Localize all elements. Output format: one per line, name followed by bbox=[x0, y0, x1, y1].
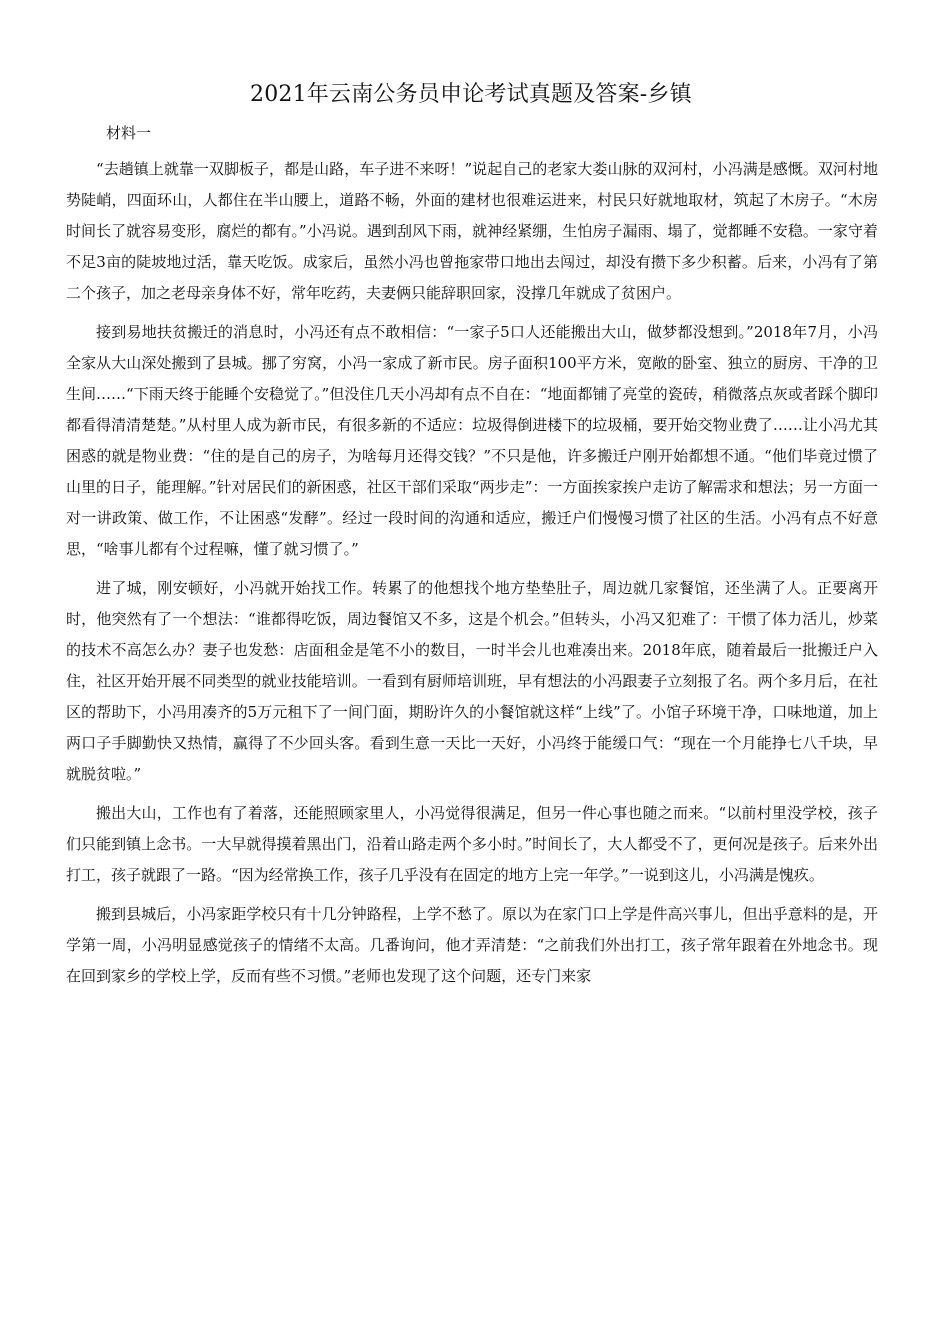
document-title: 2021年云南公务员申论考试真题及答案-乡镇 bbox=[250, 82, 692, 107]
paragraph: 搬出大山，工作也有了着落，还能照顾家里人，小冯觉得很满足，但另一件心事也随之而来。“以前村里没学校，孩子们只能到镇上念书。一大早就得摸着黑出门，沿着山路走两个多小时。”时间长了，大人都受不了，更何况是孩子。后来外出打工，孩子就跟了一路。“因为经常换工作，孩子几乎没有在固定的地方上完一年学。”一说到这儿，小冯满是愧疚。 bbox=[66, 804, 878, 884]
paragraph: 接到易地扶贫搬迁的消息时，小冯还有点不敢相信：“一家子5口人还能搬出大山，做梦都没想到。”2018年7月，小冯全家从大山深处搬到了县城。挪了穷窝，小冯一家成了新市民。房子面积100平方米，宽敞的卧室、独立的厨房、干净的卫生间……“下雨天终于能睡个安稳觉了。”但没住几天小冯却有点不自在：“地面都铺了亮堂的瓷砖，稍微落点灰或者踩个脚印都看得清清楚楚。”从村里人成为新市民，有很多新的不适应：垃圾得倒进楼下的垃圾桶，要开始交物业费了……让小冯尤其困惑的就是物业费：“住的是自己的房子，为啥每月还得交钱？”不只是他，许多搬迁户刚开始都想不通。“他们毕竟过惯了山里的日子，能理解。”针对居民们的新困惑，社区干部们采取“两步走”：一方面挨家挨户走访了解需求和想法；另一方面一对一讲政策、做工作，不让困惑“发酵”。经过一段时间的沟通和适应，搬迁户们慢慢习惯了社区的生活。小冯有点不好意思，“啥事儿都有个过程嘛，懂了就习惯了。” bbox=[66, 323, 878, 558]
section-label: 材料一 bbox=[106, 124, 152, 142]
document-body bbox=[66, 154, 878, 1000]
paragraph: 进了城，刚安顿好，小冯就开始找工作。转累了的他想找个地方垫垫肚子，周边就几家餐馆，还坐满了人。正要离开时，他突然有了一个想法：“谁都得吃饭，周边餐馆又不多，这是个机会。”但转头，小冯又犯难了：干惯了体力活儿，炒菜的技术不高怎么办？妻子也发愁：店面租金是笔不小的数目，一时半会儿也难凑出来。2018年底，随着最后一批搬迁户入住，社区开始开展不同类型的就业技能培训。一看到有厨师培训班，早有想法的小冯跟妻子立刻报了名。两个多月后，在社区的帮助下，小冯用凑齐的5万元租下了一间门面，期盼许久的小餐馆就这样“上线”了。小馆子环境干净，口味地道，加上两口子手脚勤快又热情，赢得了不少回头客。看到生意一天比一天好，小冯终于能缓口气：“现在一个月能挣七八千块，早就脱贫啦。” bbox=[66, 579, 878, 783]
paragraph: “去趟镇上就靠一双脚板子，都是山路，车子进不来呀！”说起自己的老家大娄山脉的双河村，小冯满是感慨。双河村地势陡峭，四面环山，人都住在半山腰上，道路不畅，外面的建材也很难运进来，村民只好就地取材，筑起了木房子。“木房时间长了就容易变形，腐烂的都有。”小冯说。遇到刮风下雨，就神经紧绷，生怕房子漏雨、塌了，觉都睡不安稳。一家守着不足3亩的陡坡地过活，靠天吃饭。成家后，虽然小冯也曾拖家带口地出去闯过，却没有攒下多少积蓄。后来，小冯有了第二个孩子，加之老母亲身体不好，常年吃药，夫妻俩只能辞职回家，没撑几年就成了贫困户。 bbox=[66, 160, 878, 302]
paragraph: 搬到县城后，小冯家距学校只有十几分钟路程，上学不愁了。原以为在家门口上学是件高兴事儿，但出乎意料的是，开学第一周，小冯明显感觉孩子的情绪不太高。几番询问，他才弄清楚：“之前我们外出打工，孩子常年跟着在外地念书。现在回到家乡的学校上学，反而有些不习惯。”老师也发现了这个问题，还专门来家 bbox=[66, 905, 878, 985]
